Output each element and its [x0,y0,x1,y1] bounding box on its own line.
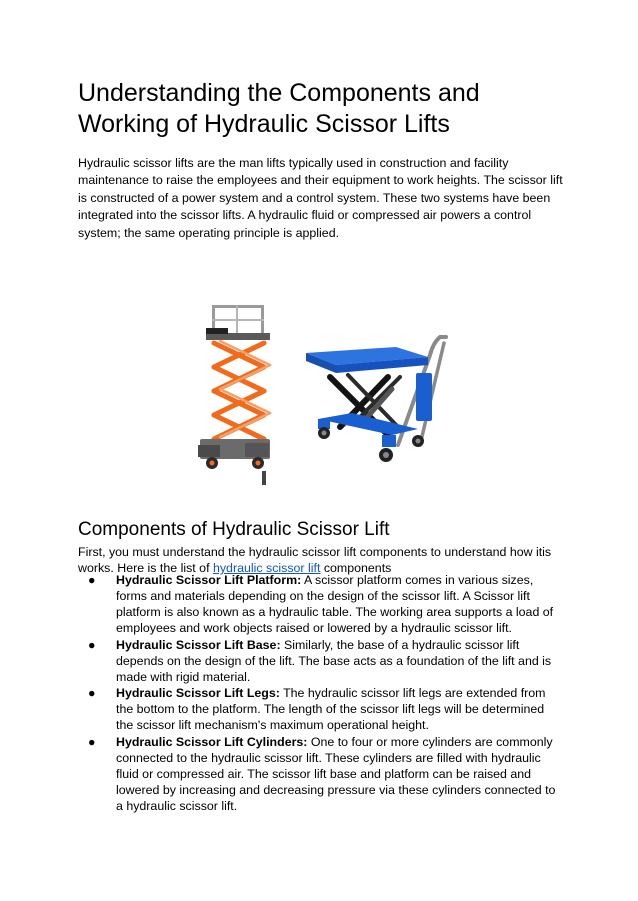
lead-text-before: First, you must understand the hydraulic scissor lift components to understand how itis works. Here is the list of [78,545,552,575]
lead-text-after: components [320,561,392,575]
list-item-text: The hydraulic scissor lift legs are extended from the bottom to the platform. The length of the scissor lift legs will be determined the scissor lift mechanism's maximum operational height. [116,686,546,732]
list-item-term: Hydraulic Scissor Lift Legs: [116,686,280,700]
bullet-icon: ● [88,686,96,700]
components-list [78,572,564,814]
scissor-lift-figure [0,295,638,495]
list-item-cylinders [78,734,564,814]
orange-scissor-lift-image [198,305,270,485]
list-item-legs [78,685,564,733]
list-item-text: A scissor platform comes in various sizes, forms and materials depending on the design of the scissor lift. A Scissor lift platform is also known as a hydraulic table. The working area supports a load of employees and work objects raised or lowered by a hydraulic scissor lift. [116,573,554,635]
list-item-platform [78,572,564,636]
list-item-base [78,637,564,685]
scissor-lift-illustration [0,295,638,495]
page-title: Understanding the Components and Working of Hydraulic Scissor Lifts [78,79,480,138]
components-heading: Components of Hydraulic Scissor Lift [78,519,390,540]
hydraulic-scissor-lift-link[interactable]: hydraulic scissor lift [212,561,321,575]
bullet-icon: ● [88,637,96,652]
list-item-text: One to four or more cylinders are commonly connected to the hydraulic scissor lift. These cylinders are filled with hydraulic fluid or compressed air. The scissor lift base and platform can be raised and lowered by increasing and decreasing pressure via these cylinders connected to a hydraulic scissor lift. [116,734,556,813]
intro-paragraph: Hydraulic scissor lifts are the man lifts typically used in construction and facility maintenance to raise the employees and their equipment to work heights. The scissor lift is constructed of a power system and a control system. These two systems have been integrated into the scissor lifts. A hydraulic fluid or compressed air powers a control system; the same operating principle is applied. [78,156,563,240]
list-item-term: Hydraulic Scissor Lift Cylinders: [116,734,308,749]
list-item-text: Similarly, the base of a hydraulic scissor lift depends on the design of the lift. The base acts as a foundation of the lift and is made with rigid material. [116,637,552,684]
bullet-icon: ● [88,734,96,749]
bullet-icon: ● [88,573,96,587]
blue-lift-table-image [306,337,446,462]
list-item-term: Hydraulic Scissor Lift Platform: [116,573,302,587]
list-item-term: Hydraulic Scissor Lift Base: [116,637,281,652]
